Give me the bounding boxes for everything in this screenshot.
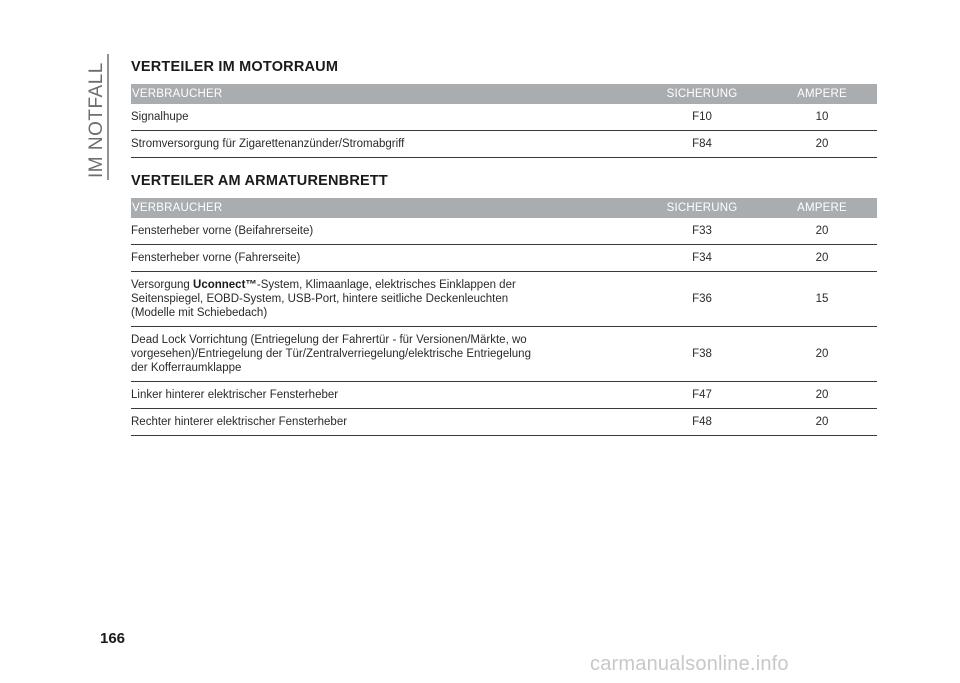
ampere-cell: 10 [767, 104, 877, 131]
consumer-cell: Signalhupe [131, 104, 637, 131]
ampere-cell: 20 [767, 245, 877, 272]
watermark-text: carmanualsonline.info [590, 653, 789, 675]
fuse-cell: F38 [637, 327, 767, 382]
table-row [131, 272, 877, 327]
consumer-cell: Fensterheber vorne (Fahrerseite) [131, 245, 637, 272]
consumer-cell: Linker hinterer elektrischer Fensterheber [131, 382, 637, 409]
column-header-fuse: SICHERUNG [666, 202, 738, 214]
table-row [131, 382, 877, 409]
consumer-text-brand: Uconnect™ [193, 279, 257, 291]
consumer-cell: Stromversorgung für Zigarettenanzünder/Stromabgriff [131, 131, 637, 158]
consumer-cell: Fensterheber vorne (Beifahrerseite) [131, 218, 637, 245]
column-header-consumer: VERBRAUCHER [132, 202, 223, 214]
table-row [131, 327, 877, 382]
table-row [131, 245, 877, 272]
section-title: VERTEILER AM ARMATURENBRETT [131, 173, 388, 189]
chapter-side-label-text: IM NOTFALL [86, 62, 107, 178]
chapter-side-label [84, 52, 120, 180]
ampere-cell: 15 [767, 272, 877, 327]
table-header-row [131, 84, 877, 104]
fuse-table [131, 198, 877, 436]
table-row [131, 104, 877, 131]
ampere-cell: 20 [767, 218, 877, 245]
fuse-cell: F47 [637, 382, 767, 409]
fuse-cell: F84 [637, 131, 767, 158]
fuse-cell: F33 [637, 218, 767, 245]
fuse-cell: F10 [637, 104, 767, 131]
table-row [131, 409, 877, 436]
consumer-cell [131, 272, 637, 327]
column-header-ampere: AMPERE [797, 202, 847, 214]
fuse-cell: F36 [637, 272, 767, 327]
ampere-cell: 20 [767, 131, 877, 158]
section-dashboard [131, 172, 877, 436]
fuse-table [131, 84, 877, 158]
ampere-cell: 20 [767, 409, 877, 436]
section-title: VERTEILER IM MOTORRAUM [131, 59, 339, 75]
table-header-row [131, 198, 877, 218]
consumer-text-pre: Versorgung [131, 279, 194, 291]
fuse-cell: F34 [637, 245, 767, 272]
consumer-cell: Dead Lock Vorrichtung (Entriegelung der Fahrertür - für Versionen/Märkte, wo vorgesehen)/Entriegelung der Tür/Zentralverriegelung/elektrische Entriegelung der Kofferraumklappe [131, 327, 637, 382]
section-engine-compartment [131, 58, 877, 158]
fuse-cell: F48 [637, 409, 767, 436]
consumer-cell: Rechter hinterer elektrischer Fensterheber [131, 409, 637, 436]
column-header-consumer: VERBRAUCHER [132, 88, 223, 100]
column-header-fuse: SICHERUNG [666, 88, 738, 100]
ampere-cell: 20 [767, 382, 877, 409]
page-number: 166 [100, 630, 126, 647]
ampere-cell: 20 [767, 327, 877, 382]
column-header-ampere: AMPERE [797, 88, 847, 100]
table-row [131, 131, 877, 158]
consumer-text-post: -System, Klimaanlage, elektrisches Einklappen der Seitenspiegel, EOBD-System, USB-Port, hintere seitliche Deckenleuchten (Modelle mit Schiebedach) [131, 279, 516, 319]
table-row [131, 218, 877, 245]
